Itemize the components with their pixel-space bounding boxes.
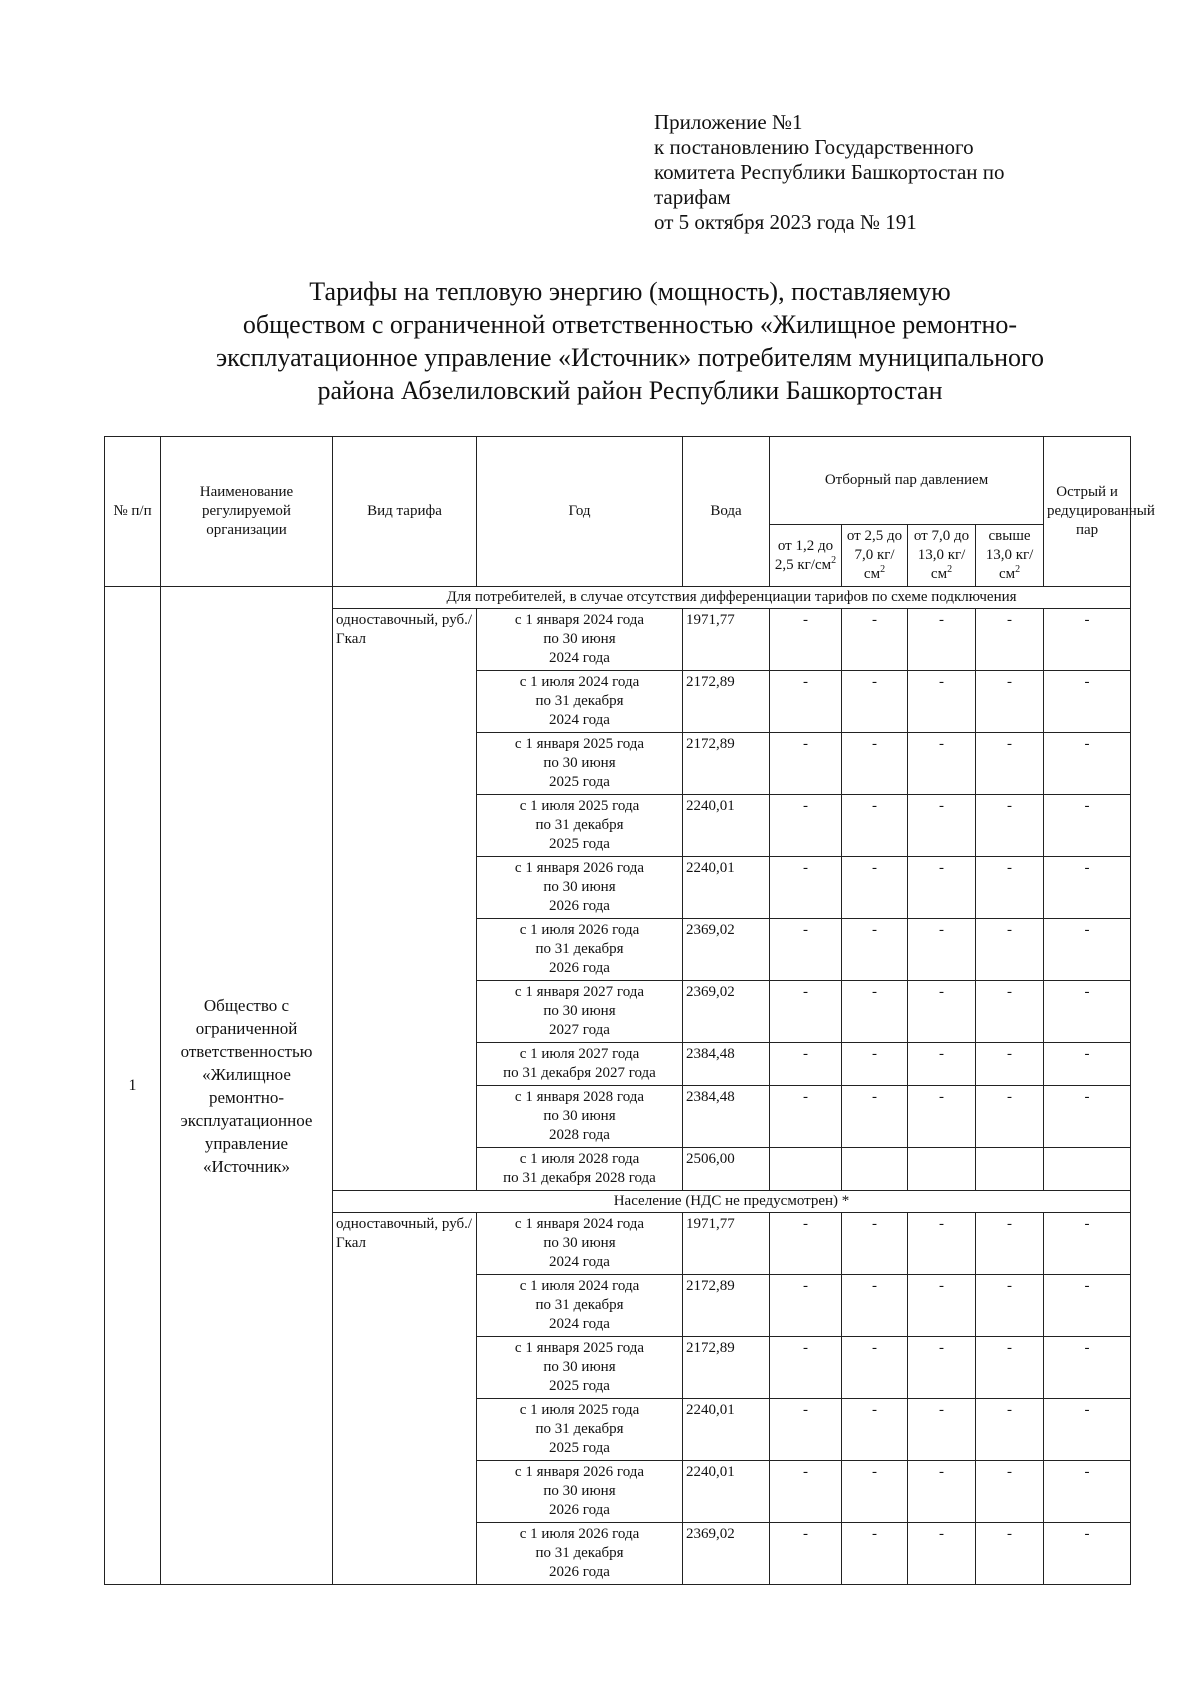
dash-cell: -: [770, 919, 842, 981]
period-line: 2026 года: [549, 898, 610, 914]
dash-cell: -: [842, 1086, 908, 1148]
dash-cell: -: [1044, 919, 1131, 981]
dash-cell: -: [1044, 1399, 1131, 1461]
dash-cell: -: [770, 1461, 842, 1523]
period-cell: [477, 981, 683, 1043]
annex-block: [654, 110, 1124, 235]
period-line: по 31 декабря 2028 года: [503, 1170, 656, 1186]
header-steam-group: Отборный пар давлением: [770, 437, 1044, 525]
dash-cell: -: [842, 609, 908, 671]
header-steam-4: свыше 13,0 $кг/см^2$: [976, 525, 1044, 587]
header-year: Год: [477, 437, 683, 587]
period-line: с 1 июля 2026 года: [519, 1526, 640, 1542]
annex-line: тарифам: [654, 185, 731, 209]
dash-cell: -: [1044, 609, 1131, 671]
dash-cell: -: [976, 609, 1044, 671]
header-sharp-steam: Острый и редуцированный пар: [1044, 437, 1131, 587]
period-cell: [477, 671, 683, 733]
title-line: Тарифы на тепловую энергию (мощность), поставляемую: [309, 277, 951, 306]
dash-cell: [908, 1148, 976, 1191]
dash-cell: -: [908, 1523, 976, 1585]
dash-cell: -: [908, 733, 976, 795]
period-line: с 1 июля 2024 года: [519, 674, 640, 690]
period-cell: [477, 1148, 683, 1191]
period-line: по 31 декабря: [535, 1545, 624, 1561]
tariff-table-body: [105, 587, 1131, 1585]
annex-line: Приложение №1: [654, 110, 803, 134]
dash-cell: -: [908, 609, 976, 671]
dash-cell: -: [842, 919, 908, 981]
dash-cell: -: [908, 1461, 976, 1523]
dash-cell: -: [908, 1213, 976, 1275]
period-line: с 1 июля 2024 года: [519, 1278, 640, 1294]
dash-cell: -: [842, 1275, 908, 1337]
period-line: по 30 июня: [543, 1235, 616, 1251]
period-cell: [477, 733, 683, 795]
header-organization: Наименование регулируемой организации: [161, 437, 333, 587]
period-line: с 1 января 2027 года: [514, 984, 645, 1000]
period-line: по 30 июня: [543, 1003, 616, 1019]
period-cell: [477, 1213, 683, 1275]
period-line: с 1 января 2026 года: [514, 860, 645, 876]
dash-cell: -: [770, 1086, 842, 1148]
period-line: по 30 июня: [543, 1359, 616, 1375]
water-value: 1971,77: [683, 1213, 770, 1275]
dash-cell: -: [770, 671, 842, 733]
water-value: 2172,89: [683, 1337, 770, 1399]
period-line: с 1 января 2025 года: [514, 1340, 645, 1356]
water-value: 2506,00: [683, 1148, 770, 1191]
title-line: эксплуатационное управление «Источник» потребителям муниципального: [215, 343, 1045, 372]
dash-cell: -: [908, 1275, 976, 1337]
water-value: 1971,77: [683, 609, 770, 671]
dash-cell: -: [1044, 981, 1131, 1043]
period-line: 2026 года: [549, 1564, 610, 1580]
title-line: обществом с ограниченной ответственностью «Жилищное ремонтно-: [242, 310, 1018, 339]
dash-cell: -: [1044, 733, 1131, 795]
dash-cell: -: [908, 981, 976, 1043]
period-line: 2024 года: [549, 1254, 610, 1270]
period-line: по 30 июня: [543, 631, 616, 647]
period-line: с 1 июля 2028 года: [519, 1151, 640, 1167]
water-value: 2384,48: [683, 1043, 770, 1086]
water-value: 2172,89: [683, 1275, 770, 1337]
dash-cell: -: [770, 1523, 842, 1585]
water-value: 2240,01: [683, 1399, 770, 1461]
period-line: 2024 года: [549, 712, 610, 728]
dash-cell: -: [1044, 1043, 1131, 1086]
water-value: 2369,02: [683, 981, 770, 1043]
water-value: 2240,01: [683, 857, 770, 919]
period-line: 2026 года: [549, 1502, 610, 1518]
dash-cell: -: [908, 1337, 976, 1399]
period-line: 2025 года: [549, 1440, 610, 1456]
dash-cell: [1044, 1148, 1131, 1191]
dash-cell: -: [976, 857, 1044, 919]
header-steam-2: от 2,5 до 7,0 $кг/см^2$: [842, 525, 908, 587]
period-line: с 1 июля 2025 года: [519, 1402, 640, 1418]
tariff-table: [104, 436, 1155, 1585]
dash-cell: -: [1044, 1086, 1131, 1148]
water-value: 2172,89: [683, 671, 770, 733]
dash-cell: -: [842, 857, 908, 919]
dash-cell: -: [976, 671, 1044, 733]
dash-cell: -: [1044, 1523, 1131, 1585]
dash-cell: -: [1044, 1337, 1131, 1399]
period-line: 2024 года: [549, 650, 610, 666]
period-line: по 31 декабря: [535, 693, 624, 709]
dash-cell: -: [976, 1523, 1044, 1585]
header-tariff-type: Вид тарифа: [333, 437, 477, 587]
period-line: по 30 июня: [543, 1108, 616, 1124]
period-line: 2027 года: [549, 1022, 610, 1038]
period-cell: [477, 609, 683, 671]
period-line: с 1 января 2024 года: [514, 612, 645, 628]
period-cell: [477, 1337, 683, 1399]
dash-cell: -: [976, 1275, 1044, 1337]
period-line: 2028 года: [549, 1127, 610, 1143]
annex-line: комитета Республики Башкортостан по: [654, 160, 1005, 184]
dash-cell: -: [842, 1337, 908, 1399]
period-cell: [477, 1461, 683, 1523]
dash-cell: -: [908, 1399, 976, 1461]
section-title: Население (НДС не предусмотрен) *: [333, 1191, 1131, 1213]
dash-cell: -: [770, 733, 842, 795]
dash-cell: -: [1044, 1213, 1131, 1275]
dash-cell: -: [976, 733, 1044, 795]
dash-cell: -: [976, 795, 1044, 857]
period-line: с 1 июля 2027 года: [519, 1046, 640, 1062]
dash-cell: -: [842, 1461, 908, 1523]
dash-cell: -: [842, 733, 908, 795]
period-line: 2025 года: [549, 774, 610, 790]
dash-cell: -: [770, 1043, 842, 1086]
dash-cell: -: [976, 1086, 1044, 1148]
period-line: с 1 июля 2025 года: [519, 798, 640, 814]
period-line: по 31 декабря: [535, 941, 624, 957]
dash-cell: -: [976, 1461, 1044, 1523]
period-line: с 1 января 2025 года: [514, 736, 645, 752]
dash-cell: -: [908, 795, 976, 857]
dash-cell: -: [1044, 795, 1131, 857]
period-cell: [477, 1399, 683, 1461]
tariff-type: одноставочный, руб./Гкал: [333, 1213, 477, 1585]
period-line: 2025 года: [549, 836, 610, 852]
period-cell: [477, 919, 683, 981]
dash-cell: -: [976, 919, 1044, 981]
dash-cell: -: [908, 1043, 976, 1086]
annex-line: от 5 октября 2023 года № 191: [654, 210, 917, 234]
dash-cell: -: [1044, 671, 1131, 733]
dash-cell: -: [770, 795, 842, 857]
section-title: Для потребителей, в случае отсутствия дифференциации тарифов по схеме подключения: [333, 587, 1131, 609]
dash-cell: -: [770, 1275, 842, 1337]
dash-cell: -: [908, 857, 976, 919]
period-cell: [477, 1086, 683, 1148]
dash-cell: -: [842, 671, 908, 733]
dash-cell: -: [770, 1337, 842, 1399]
water-value: 2172,89: [683, 733, 770, 795]
dash-cell: -: [908, 919, 976, 981]
dash-cell: -: [842, 1523, 908, 1585]
dash-cell: -: [842, 1043, 908, 1086]
dash-cell: -: [976, 1213, 1044, 1275]
dash-cell: [770, 1148, 842, 1191]
dash-cell: -: [770, 1213, 842, 1275]
period-line: по 31 декабря: [535, 817, 624, 833]
period-line: по 30 июня: [543, 879, 616, 895]
dash-cell: -: [976, 1337, 1044, 1399]
dash-cell: -: [770, 857, 842, 919]
dash-cell: -: [976, 1399, 1044, 1461]
period-line: с 1 января 2026 года: [514, 1464, 645, 1480]
dash-cell: -: [1044, 857, 1131, 919]
period-cell: [477, 1275, 683, 1337]
document-title: [150, 275, 1110, 407]
period-line: 2025 года: [549, 1378, 610, 1394]
dash-cell: -: [842, 795, 908, 857]
period-cell: [477, 1043, 683, 1086]
header-steam-1: от 1,2 до 2,5 $кг/см^2$: [770, 525, 842, 587]
dash-cell: -: [770, 981, 842, 1043]
period-line: по 31 декабря: [535, 1297, 624, 1313]
period-line: по 30 июня: [543, 755, 616, 771]
row-number: 1: [105, 587, 161, 1585]
period-line: с 1 января 2024 года: [514, 1216, 645, 1232]
period-cell: [477, 795, 683, 857]
organization-name: Общество с ограниченной ответственностью «Жилищное ремонтно-эксплуатационное управление «Источник»: [161, 587, 333, 1585]
dash-cell: [976, 1148, 1044, 1191]
header-water: Вода: [683, 437, 770, 587]
dash-cell: -: [842, 1213, 908, 1275]
dash-cell: -: [908, 1086, 976, 1148]
water-value: 2240,01: [683, 1461, 770, 1523]
dash-cell: -: [976, 981, 1044, 1043]
water-value: 2369,02: [683, 1523, 770, 1585]
period-cell: [477, 1523, 683, 1585]
period-line: 2024 года: [549, 1316, 610, 1332]
dash-cell: -: [770, 1399, 842, 1461]
period-line: с 1 июля 2026 года: [519, 922, 640, 938]
dash-cell: -: [842, 1399, 908, 1461]
title-line: района Абзелиловский район Республики Башкортостан: [317, 376, 943, 405]
header-number: № п/п: [105, 437, 161, 587]
period-line: с 1 января 2028 года: [514, 1089, 645, 1105]
header-steam-3: от 7,0 до 13,0 $кг/см^2$: [908, 525, 976, 587]
annex-line: к постановлению Государственного: [654, 135, 974, 159]
period-line: по 30 июня: [543, 1483, 616, 1499]
period-line: 2026 года: [549, 960, 610, 976]
dash-cell: -: [770, 609, 842, 671]
dash-cell: -: [842, 981, 908, 1043]
period-cell: [477, 857, 683, 919]
water-value: 2369,02: [683, 919, 770, 981]
period-line: по 31 декабря: [535, 1421, 624, 1437]
dash-cell: -: [976, 1043, 1044, 1086]
water-value: 2384,48: [683, 1086, 770, 1148]
tariff-type: одноставочный, руб./Гкал: [333, 609, 477, 1191]
dash-cell: -: [1044, 1275, 1131, 1337]
period-line: по 31 декабря 2027 года: [503, 1065, 656, 1081]
dash-cell: [842, 1148, 908, 1191]
dash-cell: -: [1044, 1461, 1131, 1523]
water-value: 2240,01: [683, 795, 770, 857]
section-row: [105, 587, 1131, 609]
dash-cell: -: [908, 671, 976, 733]
